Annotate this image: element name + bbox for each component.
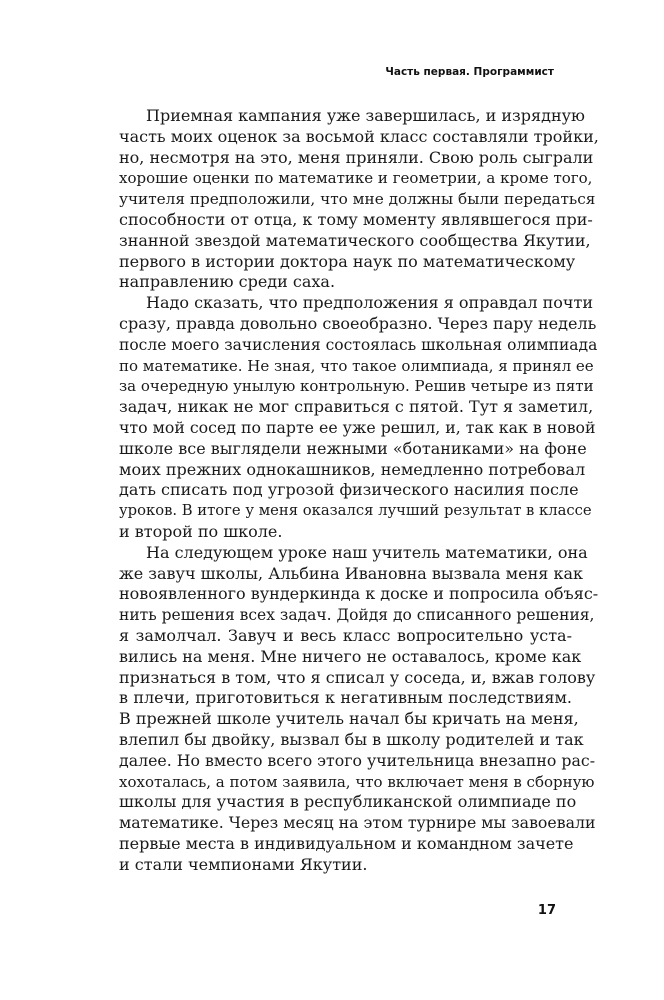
text-line: новоявленного вундеркинда к доске и попросила объяс- (119, 584, 599, 604)
text-line: но, несмотря на это, меня приняли. Свою роль сыграли (119, 147, 594, 167)
text-line: Приемная кампания уже завершилась, и изрядную (146, 106, 585, 125)
text-line: и второй по школе. (119, 521, 283, 541)
body-text (92, 106, 599, 875)
text-line: направлению среди саха. (119, 272, 336, 292)
text-line: первого в истории доктора наук по математическому (119, 251, 576, 271)
text-line: я замолчал. Завуч и весь класс вопросительно уста- (119, 625, 572, 645)
text-line: сразу, правда довольно своеобразно. Через пару недель (119, 313, 597, 333)
text-line: хорошие оценки по математике и геометрии, а кроме того, (119, 169, 593, 188)
text-line: учителя предположили, что мне должны были передаться (119, 190, 596, 209)
text-line: что мой сосед по парте ее уже решил, и, так как в новой (119, 417, 596, 437)
text-line: вились на меня. Мне ничего не оставалось, кроме как (119, 646, 582, 666)
running-header: Часть первая. Программист (385, 66, 554, 78)
text-line: же завуч школы, Альбина Ивановна вызвала меня как (119, 563, 583, 583)
text-line: после моего зачисления состоялась школьная олимпиада (119, 335, 598, 354)
text-line: В прежней школе учитель начал бы кричать на меня, (119, 709, 579, 729)
text-line: по математике. Не зная, что такое олимпиада, я принял ее (119, 356, 594, 375)
text-line: школе все выглядели нежными «ботаниками» на фоне (119, 438, 587, 458)
text-line: На следующем уроке наш учитель математики, она (146, 542, 588, 562)
text-line: первые места в индивидуальном и командном зачете (119, 833, 574, 853)
text-line: задач, никак не мог справиться с пятой. Тут я заметил, (119, 397, 594, 417)
text-line: уроков. В итоге у меня оказался лучший результат в классе (119, 502, 592, 520)
text-line: признаться в том, что я списал у соседа, и, вжав голову (119, 667, 596, 687)
text-line: нить решения всех задач. Дойдя до списанного решения, (119, 606, 595, 625)
text-line: знанной звездой математического сообщества Якутии, (119, 230, 591, 250)
text-line: Надо сказать, что предположения я оправдал почти (146, 293, 594, 313)
text-line: хохоталась, а потом заявила, что включает меня в сборную (119, 772, 595, 791)
text-line: влепил бы двойку, вызвал бы в школу родителей и так (119, 729, 584, 749)
text-line: математике. Через месяц на этом турнире мы завоевали (119, 813, 596, 833)
paragraph (92, 106, 599, 293)
text-line: моих прежних однокашников, немедленно потребовал (119, 459, 586, 479)
paragraph (92, 293, 598, 543)
page-number: 17 (537, 903, 556, 918)
text-line: за очередную унылую контрольную. Решив четыре из пяти (119, 377, 594, 396)
text-line: способности от отца, к тому моменту являвшегося при- (119, 209, 593, 229)
text-line: дать списать под угрозой физического насилия после (119, 480, 579, 500)
text-line: и стали чемпионами Якутии. (119, 854, 368, 874)
text-line: в плечи, приготовиться к негативным последствиям. (119, 688, 572, 708)
text-line: далее. Но вместо всего этого учительница внезапно рас- (119, 750, 596, 770)
text-line: школы для участия в республиканской олимпиаде по (119, 792, 577, 812)
paragraph (92, 542, 599, 876)
text-line: часть моих оценок за восьмой класс составляли тройки, (119, 126, 599, 146)
